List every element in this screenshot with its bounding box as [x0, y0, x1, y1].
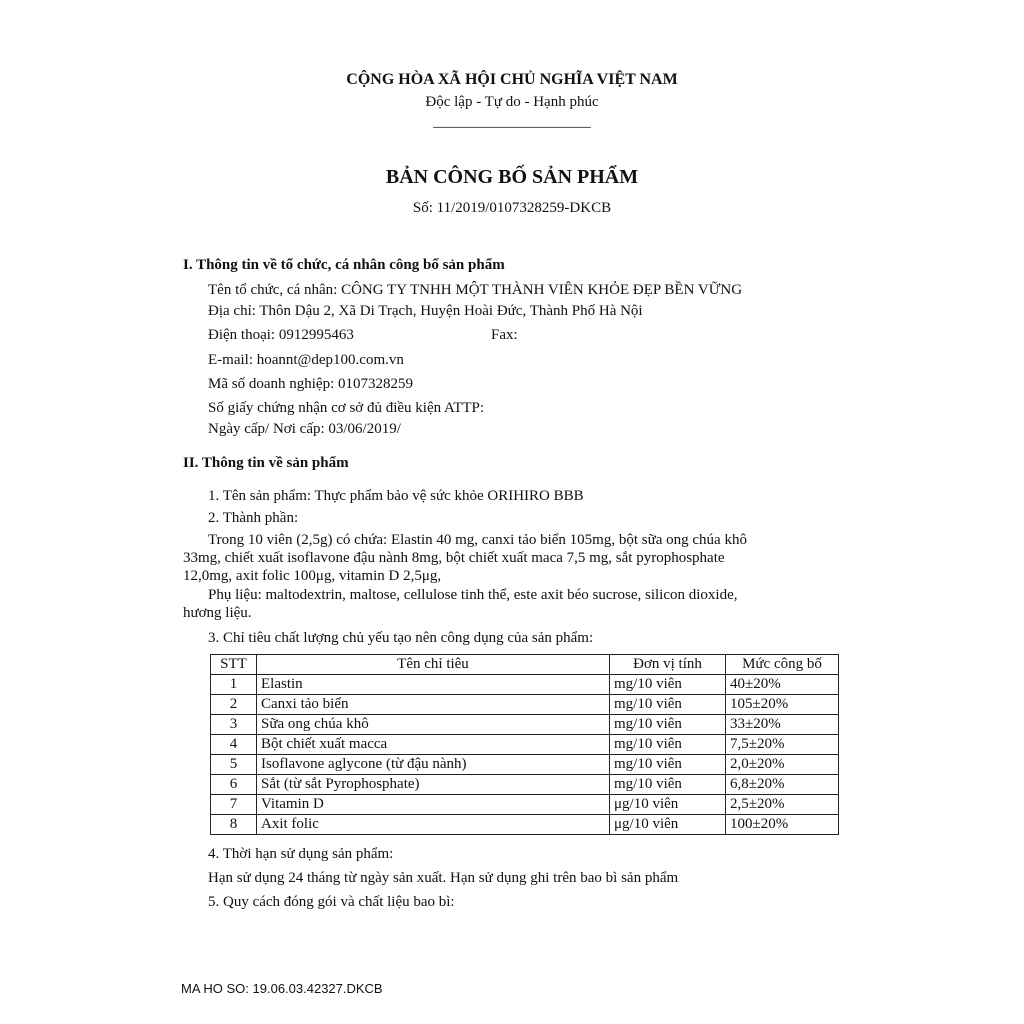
table-header-row: [211, 655, 839, 675]
cell-level: 2,5±20%: [726, 795, 839, 815]
composition-line-1: Trong 10 viên (2,5g) có chứa: Elastin 40 mg, canxi tảo biển 105mg, bột sữa ong chúa khô: [208, 532, 747, 548]
cell-name: Sữa ong chúa khô: [257, 715, 610, 735]
composition-line-2: 33mg, chiết xuất isoflavone đậu nành 8mg, bột chiết xuất maca 7,5 mg, sắt pyrophosphate: [183, 550, 725, 566]
cell-name: Elastin: [257, 675, 610, 695]
shelf-life-text: Hạn sử dụng 24 tháng từ ngày sản xuất. Hạn sử dụng ghi trên bao bì sản phẩm: [208, 870, 679, 886]
cell-level: 100±20%: [726, 815, 839, 835]
section-2-heading: II. Thông tin về sản phẩm: [183, 455, 349, 471]
table-row: [211, 795, 839, 815]
cell-stt: 5: [211, 755, 257, 775]
cell-stt: 8: [211, 815, 257, 835]
cell-unit: mg/10 viên: [610, 755, 726, 775]
cell-unit: mg/10 viên: [610, 675, 726, 695]
cell-stt: 2: [211, 695, 257, 715]
org-fax: Fax:: [491, 327, 518, 343]
product-name: 1. Tên sản phẩm: Thực phẩm bảo vệ sức khỏe ORIHIRO BBB: [208, 488, 584, 504]
cell-unit: mg/10 viên: [610, 695, 726, 715]
packaging-label: 5. Quy cách đóng gói và chất liệu bao bì:: [208, 894, 455, 910]
quality-table: [210, 654, 839, 835]
header-rule: _____________________: [433, 114, 591, 130]
org-phone: Điện thoại: 0912995463: [208, 327, 354, 343]
cell-stt: 6: [211, 775, 257, 795]
cell-name: Sắt (từ sắt Pyrophosphate): [257, 775, 610, 795]
column-header-stt: STT: [211, 655, 257, 675]
table-row: [211, 715, 839, 735]
table-row: [211, 775, 839, 795]
section-1-heading: I. Thông tin về tổ chức, cá nhân công bố sản phẩm: [183, 257, 505, 273]
table-row: [211, 815, 839, 835]
cell-name: Canxi tảo biển: [257, 695, 610, 715]
org-business-code: Mã số doanh nghiệp: 0107328259: [208, 376, 413, 392]
table-row: [211, 735, 839, 755]
cell-unit: μg/10 viên: [610, 795, 726, 815]
cell-level: 33±20%: [726, 715, 839, 735]
document-number: Số: 11/2019/0107328259-DKCB: [412, 200, 612, 216]
cell-unit: mg/10 viên: [610, 735, 726, 755]
composition-line-3: 12,0mg, axit folic 100μg, vitamin D 2,5μg,: [183, 568, 442, 584]
cell-level: 40±20%: [726, 675, 839, 695]
org-certificate: Số giấy chứng nhận cơ sở đủ điều kiện ATTP:: [208, 400, 485, 416]
excipients-line-2: hương liệu.: [183, 605, 252, 621]
cell-stt: 4: [211, 735, 257, 755]
org-certificate-issue: Ngày cấp/ Nơi cấp: 03/06/2019/: [208, 421, 401, 437]
cell-level: 6,8±20%: [726, 775, 839, 795]
cell-name: Vitamin D: [257, 795, 610, 815]
document-title: BẢN CÔNG BỐ SẢN PHẨM: [385, 166, 639, 188]
column-header-level: Mức công bố: [726, 655, 839, 675]
table-row: [211, 695, 839, 715]
org-email: E-mail: hoannt@dep100.com.vn: [208, 352, 404, 368]
file-code: MA HO SO: 19.06.03.42327.DKCB: [181, 981, 383, 996]
national-motto: Độc lập - Tự do - Hạnh phúc: [425, 94, 599, 110]
cell-level: 7,5±20%: [726, 735, 839, 755]
column-header-unit: Đơn vị tính: [610, 655, 726, 675]
cell-name: Isoflavone aglycone (từ đậu nành): [257, 755, 610, 775]
quality-criteria-label: 3. Chỉ tiêu chất lượng chủ yếu tạo nên công dụng của sản phẩm:: [208, 630, 594, 646]
org-address: Địa chỉ: Thôn Dậu 2, Xã Di Trạch, Huyện Hoài Đức, Thành Phố Hà Nội: [208, 303, 643, 319]
cell-name: Axit folic: [257, 815, 610, 835]
cell-unit: mg/10 viên: [610, 775, 726, 795]
cell-unit: μg/10 viên: [610, 815, 726, 835]
cell-unit: mg/10 viên: [610, 715, 726, 735]
cell-level: 105±20%: [726, 695, 839, 715]
column-header-name: Tên chỉ tiêu: [257, 655, 610, 675]
table-row: [211, 755, 839, 775]
shelf-life-label: 4. Thời hạn sử dụng sản phẩm:: [208, 846, 394, 862]
org-name: Tên tổ chức, cá nhân: CÔNG TY TNHH MỘT THÀNH VIÊN KHỎE ĐẸP BỀN VỮNG: [208, 282, 743, 298]
cell-stt: 1: [211, 675, 257, 695]
cell-name: Bột chiết xuất macca: [257, 735, 610, 755]
cell-level: 2,0±20%: [726, 755, 839, 775]
table-row: [211, 675, 839, 695]
cell-stt: 3: [211, 715, 257, 735]
cell-stt: 7: [211, 795, 257, 815]
excipients-line-1: Phụ liệu: maltodextrin, maltose, cellulose tinh thể, este axit béo sucrose, silicon dioxide,: [208, 587, 738, 603]
national-title: CỘNG HÒA XÃ HỘI CHỦ NGHĨA VIỆT NAM: [346, 71, 678, 88]
composition-label: 2. Thành phần:: [208, 510, 299, 526]
